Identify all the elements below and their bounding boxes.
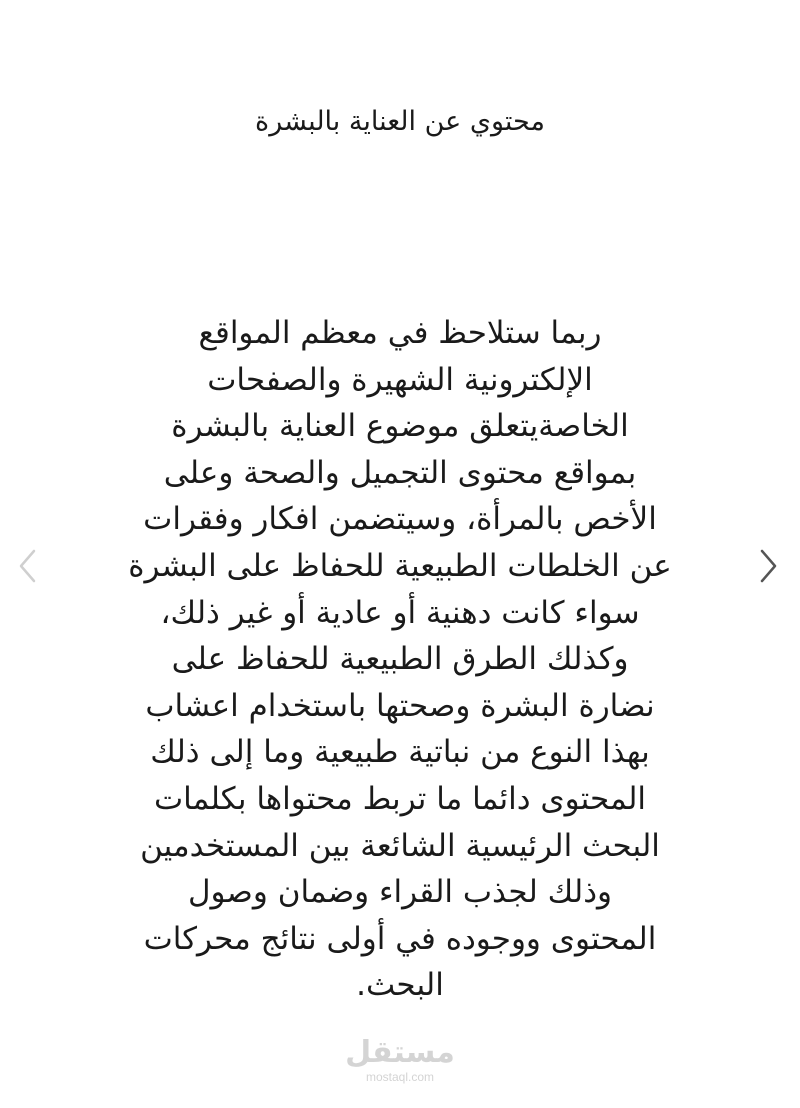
watermark-domain: mostaql.com [365, 1070, 435, 1084]
body-line: البحث الرئيسية الشائعة بين المستخدمين [140, 827, 660, 864]
body-line: الخاصةيتعلق موضوع العناية بالبشرة [171, 408, 629, 445]
body-line: ربما ستلاحظ في معظم المواقع [198, 315, 602, 351]
chevron-left-icon [16, 548, 40, 584]
previous-slide-button[interactable] [16, 548, 40, 584]
body-line: نضارة البشرة وصحتها باستخدام اعشاب [145, 687, 655, 724]
body-line: البحث. [356, 967, 444, 1004]
watermark-logo-text: مستقل [345, 1035, 455, 1070]
body-line: بهذا النوع من نباتية طبيعية وما إلى ذلك [150, 734, 650, 771]
body-line: عن الخلطات الطبيعية للحفاظ على البشرة [128, 547, 672, 584]
page-title: محتوي عن العناية بالبشرة [255, 106, 545, 137]
body-line: بمواقع محتوى التجميل والصحة وعلى [163, 454, 637, 491]
body-line: سواء كانت دهنية أو عادية أو غير ذلك، [160, 594, 640, 631]
body-line: وذلك لجذب القراء وضمان وصول [188, 874, 612, 911]
body-line: المحتوى دائما ما تربط محتواها بكلمات [153, 780, 647, 817]
body-line: الإلكترونية الشهيرة والصفحات [207, 361, 593, 398]
body-line: المحتوى ووجوده في أولى نتائج محركات [143, 920, 657, 957]
document-body [110, 310, 690, 1009]
chevron-right-icon [756, 548, 780, 584]
mostaql-watermark [340, 1036, 460, 1084]
body-line: وكذلك الطرق الطبيعية للحفاظ على [171, 641, 629, 678]
next-slide-button[interactable] [756, 548, 780, 584]
body-line: الأخص بالمرأة، وسيتضمن افكار وفقرات [143, 501, 657, 538]
